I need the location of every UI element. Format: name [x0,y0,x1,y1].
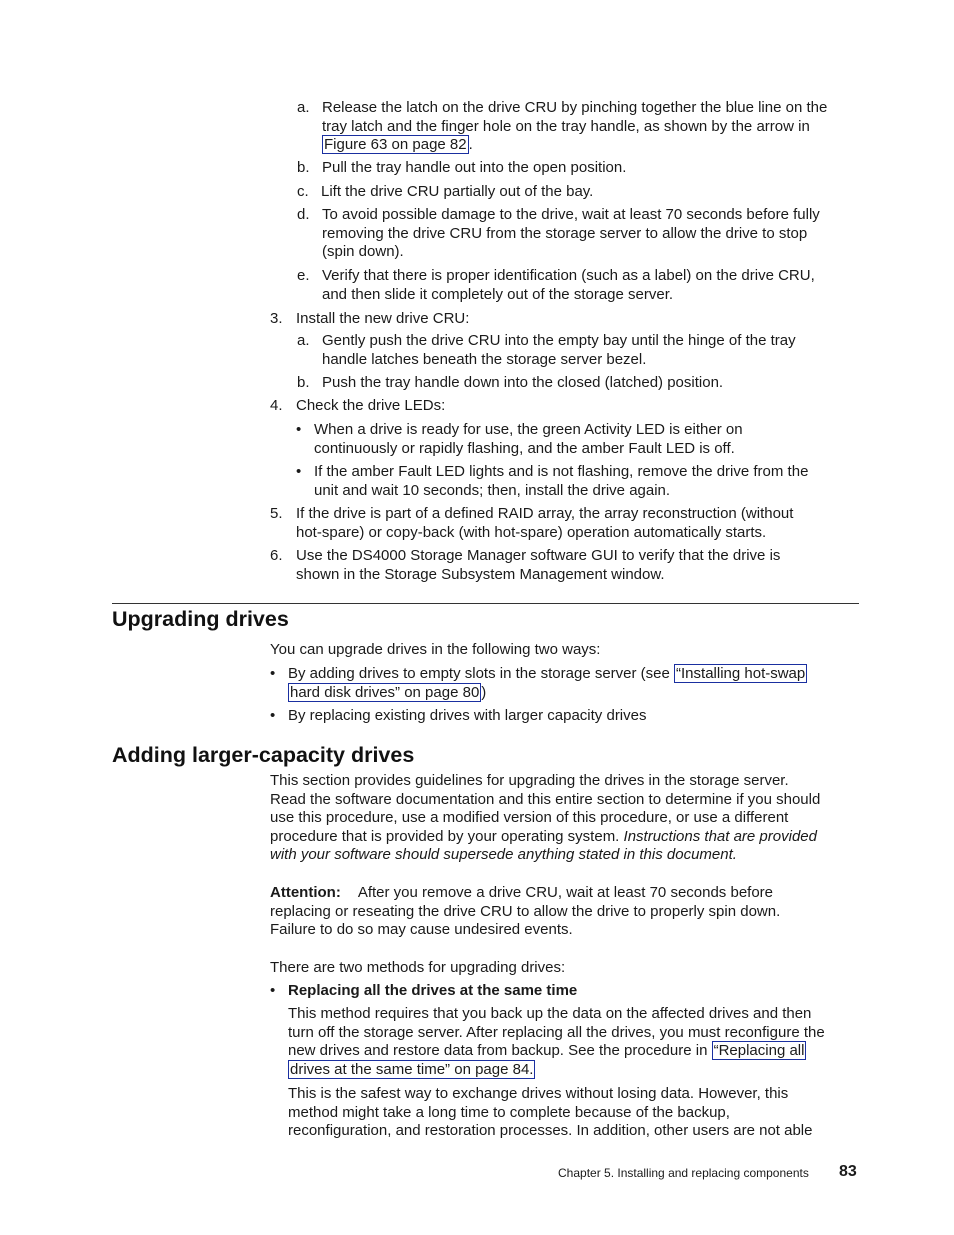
step-4-bullet1-text [314,421,859,458]
step-3b-text: Push the tray handle down into the closed (latched) position. [322,374,724,391]
upgrading-bullet1-after: ) [481,683,487,701]
step-5-text [296,505,861,542]
step-3-text: Install the new drive CRU: [296,310,470,327]
section-divider [112,603,859,604]
step-6-text [296,547,861,584]
replacing-all-drives-link[interactable]: “Replacing all [713,1042,805,1059]
replacing-all-drives-link-cont[interactable]: drives at the same time” on page 84. [290,1060,534,1078]
step-b-text: Pull the tray handle out into the open position. [322,159,627,176]
step-4-bullet2-marker: • [296,463,302,480]
method1-line2: turn off the storage server. After replacing all the drives, you must reconfigure the [288,1023,825,1041]
step-5-marker: 5. [270,505,283,522]
figure-63-link[interactable]: Figure 63 on page 82 [324,136,467,153]
step-4-marker: 4. [270,397,283,414]
method1-p2-line2: method might take a long time to complete because of the backup, [288,1103,730,1121]
adding-paragraph [270,772,860,865]
attention-line2: replacing or reseating the drive CRU to allow the drive to properly spin down. [270,902,781,920]
step-d-marker: d. [297,206,310,223]
step-4-bullet2-line2: unit and wait 10 seconds; then, install the drive again. [314,481,671,499]
upgrading-bullet1-pre: By adding drives to empty slots in the storage server (see [288,665,675,682]
method1-marker: • [270,982,276,999]
step-4-bullet1-marker: • [296,421,302,438]
step-4-bullet2-text [314,463,859,500]
step-6-line1: Use the DS4000 Storage Manager software GUI to verify that the drive is [296,547,781,564]
step-c-text: Lift the drive CRU partially out of the bay. [321,183,594,200]
step-e-line1: Verify that there is proper identification (such as a label) on the drive CRU, [322,267,815,284]
step-a-text [322,99,867,155]
step-3a-marker: a. [297,332,310,349]
step-a-line2: tray latch and the finger hole on the tray handle, as shown by the arrow in [322,117,810,135]
step-5-line2: hot-spare) or copy-back (with hot-spare) operation automatically starts. [296,523,767,541]
method1-paragraph2 [288,1085,863,1141]
upgrading-bullet2-text: By replacing existing drives with larger capacity drives [288,707,647,724]
step-3b-marker: b. [297,374,310,391]
upgrading-bullet2-marker: • [270,707,276,724]
step-5-line1: If the drive is part of a defined RAID array, the array reconstruction (without [296,505,794,522]
upgrading-bullet1-marker: • [270,665,276,682]
step-a-marker: a. [297,99,310,116]
attention-notice [270,884,860,940]
installing-hot-swap-link[interactable]: “Installing hot-swap [676,665,806,682]
adding-p1-line3: use this procedure, use a modified version of this procedure, or use a different [270,809,789,826]
step-4-bullet1-line2: continuously or rapidly flashing, and the amber Fault LED is off. [314,439,735,457]
method1-paragraph1 [288,1005,863,1079]
upgrading-drives-heading: Upgrading drives [112,607,289,631]
upgrading-bullet1-text [288,665,863,702]
adding-p1-line2: Read the software documentation and this entire section to determine if you should [270,790,821,808]
step-e-line2: and then slide it completely out of the storage server. [322,285,674,303]
step-4-bullet2-line1: If the amber Fault LED lights and is not flashing, remove the drive from the [314,463,809,480]
installing-hot-swap-link-cont[interactable]: hard disk drives” on page 80 [290,683,480,701]
step-3a-text [322,332,867,369]
upgrading-intro: You can upgrade drives in the following two ways: [270,641,601,658]
method1-p2-line1: This is the safest way to exchange drives without losing data. However, this [288,1085,789,1102]
step-d-line1: To avoid possible damage to the drive, wait at least 70 seconds before fully [322,206,820,223]
step-3a-line1: Gently push the drive CRU into the empty bay until the hinge of the tray [322,332,796,349]
step-4-text: Check the drive LEDs: [296,397,446,414]
step-3-marker: 3. [270,310,283,327]
step-e-text [322,267,867,304]
adding-p1-line4b: Instructions that are provided [623,827,817,845]
method1-title: Replacing all the drives at the same time [288,982,578,999]
step-d-line3: (spin down). [322,243,404,260]
step-d-line2: removing the drive CRU from the storage server to allow the drive to stop [322,224,808,242]
footer-chapter: Chapter 5. Installing and replacing components [558,1166,809,1180]
attention-line3: Failure to do so may cause undesired events. [270,921,573,938]
adding-p1-line5: with your software should supersede anything stated in this document. [270,846,737,863]
adding-drives-heading: Adding larger-capacity drives [112,743,415,767]
step-a-line1: Release the latch on the drive CRU by pinching together the blue line on the [322,99,828,116]
step-c-marker: c. [297,183,309,200]
step-e-marker: e. [297,267,310,284]
page-number: 83 [839,1163,857,1180]
step-6-marker: 6. [270,547,283,564]
method1-line1: This method requires that you back up the data on the affected drives and then [288,1005,812,1022]
adding-p1-line4a: procedure that is provided by your operating system. [270,827,624,845]
adding-p1-line1: This section provides guidelines for upgrading the drives in the storage server. [270,772,789,789]
method1-p2-line3: reconfiguration, and restoration processes. In addition, other users are not able [288,1122,813,1139]
methods-intro: There are two methods for upgrading drives: [270,959,566,976]
attention-line1: After you remove a drive CRU, wait at least 70 seconds before [357,884,774,901]
step-b-marker: b. [297,159,310,176]
step-d-text [322,206,867,262]
method1-line3: new drives and restore data from backup. See the procedure in [288,1042,712,1059]
attention-label: Attention: [270,884,341,901]
step-a-after: . [468,136,473,153]
step-4-bullet1-line1: When a drive is ready for use, the green Activity LED is either on [314,421,743,438]
step-3a-line2: handle latches beneath the storage server bezel. [322,350,647,368]
step-6-line2: shown in the Storage Subsystem Management window. [296,565,665,583]
